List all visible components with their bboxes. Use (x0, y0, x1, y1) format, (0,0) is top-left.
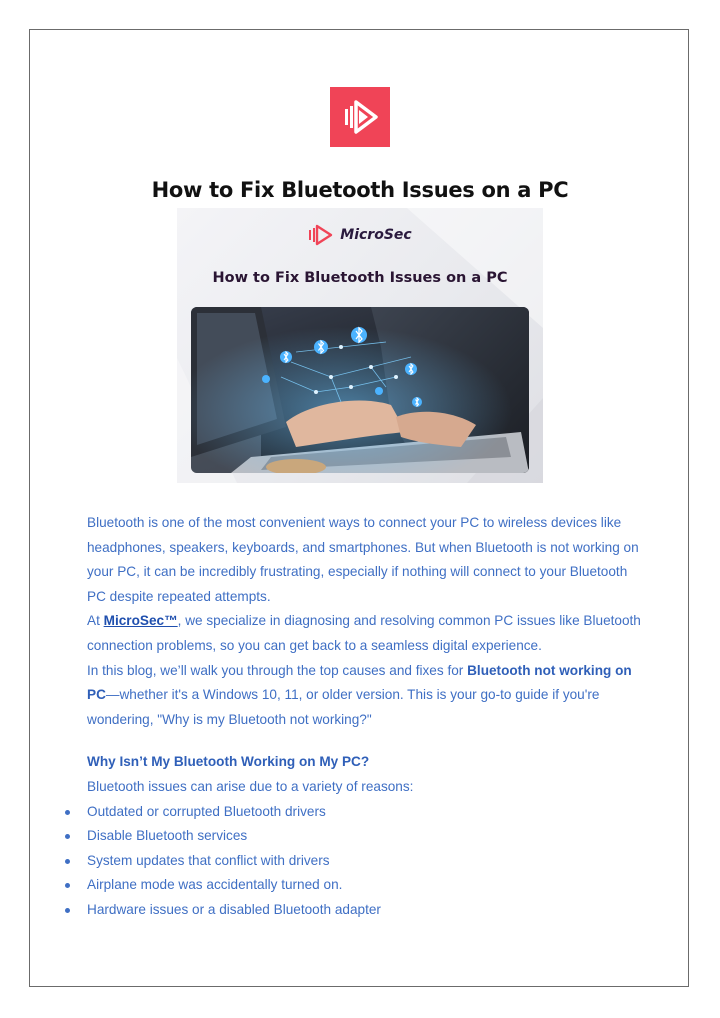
blog-paragraph (87, 659, 647, 733)
list-item-text: Hardware issues or a disabled Bluetooth adapter (87, 901, 381, 917)
list-item (87, 824, 647, 849)
list-item (87, 800, 647, 825)
bluetooth-icon (262, 375, 270, 383)
bullet-icon (65, 859, 70, 864)
section-intro: Bluetooth issues can arise due to a variety of reasons: (87, 778, 414, 794)
list-item (87, 873, 647, 898)
section-heading: Why Isn’t My Bluetooth Working on My PC? (87, 754, 370, 770)
bluetooth-icon (351, 327, 367, 343)
text-segment: , we specialize in diagnosing and resolving common PC issues like Bluetooth connection problems, so you can get back to a seamless digital experience. (87, 613, 641, 653)
bullet-icon (65, 908, 70, 913)
intro-paragraph: Bluetooth is one of the most convenient ways to connect your PC to wireless devices like headphones, speakers, keyboards, and smartphones. But when Bluetooth is not working on your PC, it can be incredibly frustrating, especially if nothing will connect to your Bluetooth PC despite repeated attempts. (87, 515, 639, 604)
laptop-bluetooth-illustration (191, 307, 529, 473)
hero-photo (191, 307, 529, 473)
bluetooth-icon (314, 340, 328, 354)
hero-image (177, 208, 543, 483)
list-item-text: System updates that conflict with drivers (87, 852, 330, 868)
list-item (87, 898, 647, 923)
reasons-list (87, 800, 647, 923)
list-item-text: Airplane mode was accidentally turned on. (87, 877, 343, 893)
bluetooth-icon (375, 387, 383, 395)
list-item (87, 849, 647, 874)
bullet-icon (65, 810, 70, 815)
bluetooth-icon (280, 351, 292, 363)
text-segment: —whether it's a Windows 10, 11, or older version. This is your go-to guide if you're wondering, "Why is my Bluetooth not working?" (87, 687, 600, 727)
hero-brand (177, 224, 543, 246)
page-title: How to Fix Bluetooth Issues on a PC (151, 178, 569, 202)
microsec-link[interactable]: MicroSec™ (103, 613, 178, 629)
bold-keyword: Bluetooth not working on PC (87, 662, 632, 703)
text-segment: At (87, 613, 104, 629)
hero-brand-name: MicroSec (340, 227, 412, 243)
bluetooth-icon (412, 397, 422, 407)
microsec-brand-icon (308, 224, 334, 246)
microsec-logo-icon (330, 87, 390, 147)
list-item-text: Outdated or corrupted Bluetooth drivers (87, 803, 326, 819)
play-logo-icon (330, 87, 390, 147)
list-item-text: Disable Bluetooth services (87, 828, 248, 844)
text-segment: In this blog, we’ll walk you through the top causes and fixes for (87, 662, 468, 678)
bluetooth-icon (405, 363, 417, 375)
hero-title: How to Fix Bluetooth Issues on a PC (212, 270, 508, 286)
article-body (87, 511, 647, 923)
microsec-paragraph (87, 609, 647, 658)
